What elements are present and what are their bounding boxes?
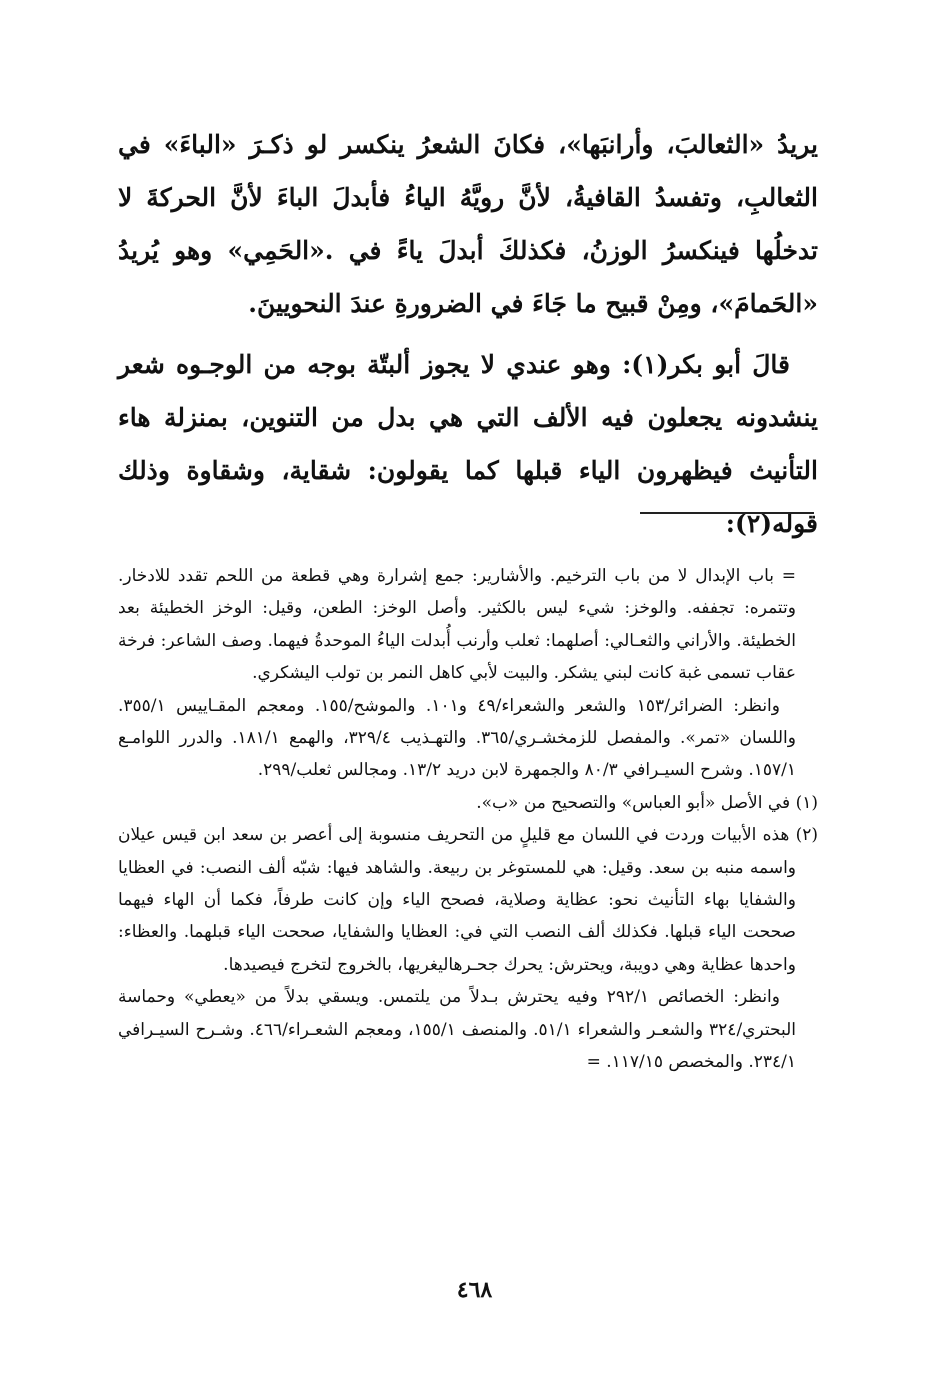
footnotes xyxy=(118,560,818,1079)
footnote-separator xyxy=(640,512,814,514)
footnote-continued-references: وانظر: الضرائر/١٥٣ والشعر والشعراء/٤٩ و١٠١. والموشح/١٥٥. ومعجم المقـاييس ٣٥٥/١. واللسان «تمر». والمفصل للزمخشـري/٣٦٥. والتهـذيب ٣٢٩/٤، والهمع ١٨١/١. والدرر اللوامـع ١٥٧/١. وشرح السيـرافي ٨٠/٣ والجمهرة لابن دريد ١٣/٢. ومجالس ثعلب/٢٩٩. xyxy=(118,695,796,781)
footnote-continued-text: = باب الإبدال لا من باب الترخيم. والأشارير: جمع إشرارة وهي قطعة من اللحم تقدد للادخار. وتتمره: تجففه. والوخز: شيء ليس بالكثير. وأصل الوخز: الطعن، وقيل: الوخز الخطيئة بعد الخطيئة. والأراني والثعـالي: أصلهما: ثعلب وأرنب أُبدلت الياءُ الموحدةُ فيهما. وصف الشاعر: فرخة عقاب تسمى غبة كانت لبني يشكر. والبيت لأبي كاهل النمر بن تولب اليشكري. xyxy=(118,566,796,684)
main-text xyxy=(118,118,818,558)
main-paragraph-2: قالَ أبو بكر(١): وهو عندي لا يجوز ألبتّة بوجه من الوجـوه شعر ينشدونه يجعلون فيه الألف التي هي بدل من التنوين، بمنزلة هاء التأنيث فيظهرون الياء قبلها كما يقولون: شقاية، وشقاوة وذلك قوله(٢): xyxy=(118,350,818,538)
main-paragraph-1: يريدُ «الثعالبَ، وأرانبَها»، فكانَ الشعرُ ينكسر لو ذكـرَ «الباءَ» في الثعالبِ، وتفسدُ القافيةُ، لأنَّ رويَّهُ الياءُ فأبدلَ الباءَ لأنَّ الحركةَ لا تدخلُها فينكسرُ الوزنُ، فكذلكَ أبدلَ ياءً في .«الحَمِي» وهو يُريدُ «الحَمامَ»، ومِنْ قبيح ما جَاءَ في الضرورةِ عندَ النحويينَ. xyxy=(118,130,818,318)
footnote-2-references: وانظر: الخصائص ٢٩٢/١ وفيه يحترش بـدلاً من يلتمس. ويسقي بدلاً من «يعطي» وحماسة البحتري/٣٢٤ والشعـر والشعراء ٥١/١. والمنصف ١٥٥/١، ومعجم الشعـراء/٤٦٦. وشـرح السيـرافي ٢٣٤/١. والمخصص ١١٧/١٥. = xyxy=(118,987,796,1073)
footnote-2: (٢) هذه الأبيات وردت في اللسان مع قليلٍ من التحريف منسوبة إلى أعصر بن سعد ابن قيس عيلان واسمه منبه بن سعد. وقيل: هي للمستوغر بن ربيعة. والشاهد فيها: شبّه ألف النصب: في العظايا والشفايا بهاء التأنيث نحو: عظاية وصلاية، فصحح الياء وإن كانت طرفاً، فكما أن الهاء فيهما صححت الياء قبلها. فكذلك ألف النصب التي في: العظايا والشفايا، صححت الياء قبلهما. والعظاء: واحدها عظاية وهي دويبة، ويحترش: يحرك جحـرهاليغريها، بالخروج لتخرج فيصيدها. xyxy=(118,825,819,975)
page-number: ٤٦٨ xyxy=(456,1277,493,1303)
footnote-1: (١) في الأصل «أبو العباس» والتصحيح من «ب». xyxy=(476,792,818,813)
